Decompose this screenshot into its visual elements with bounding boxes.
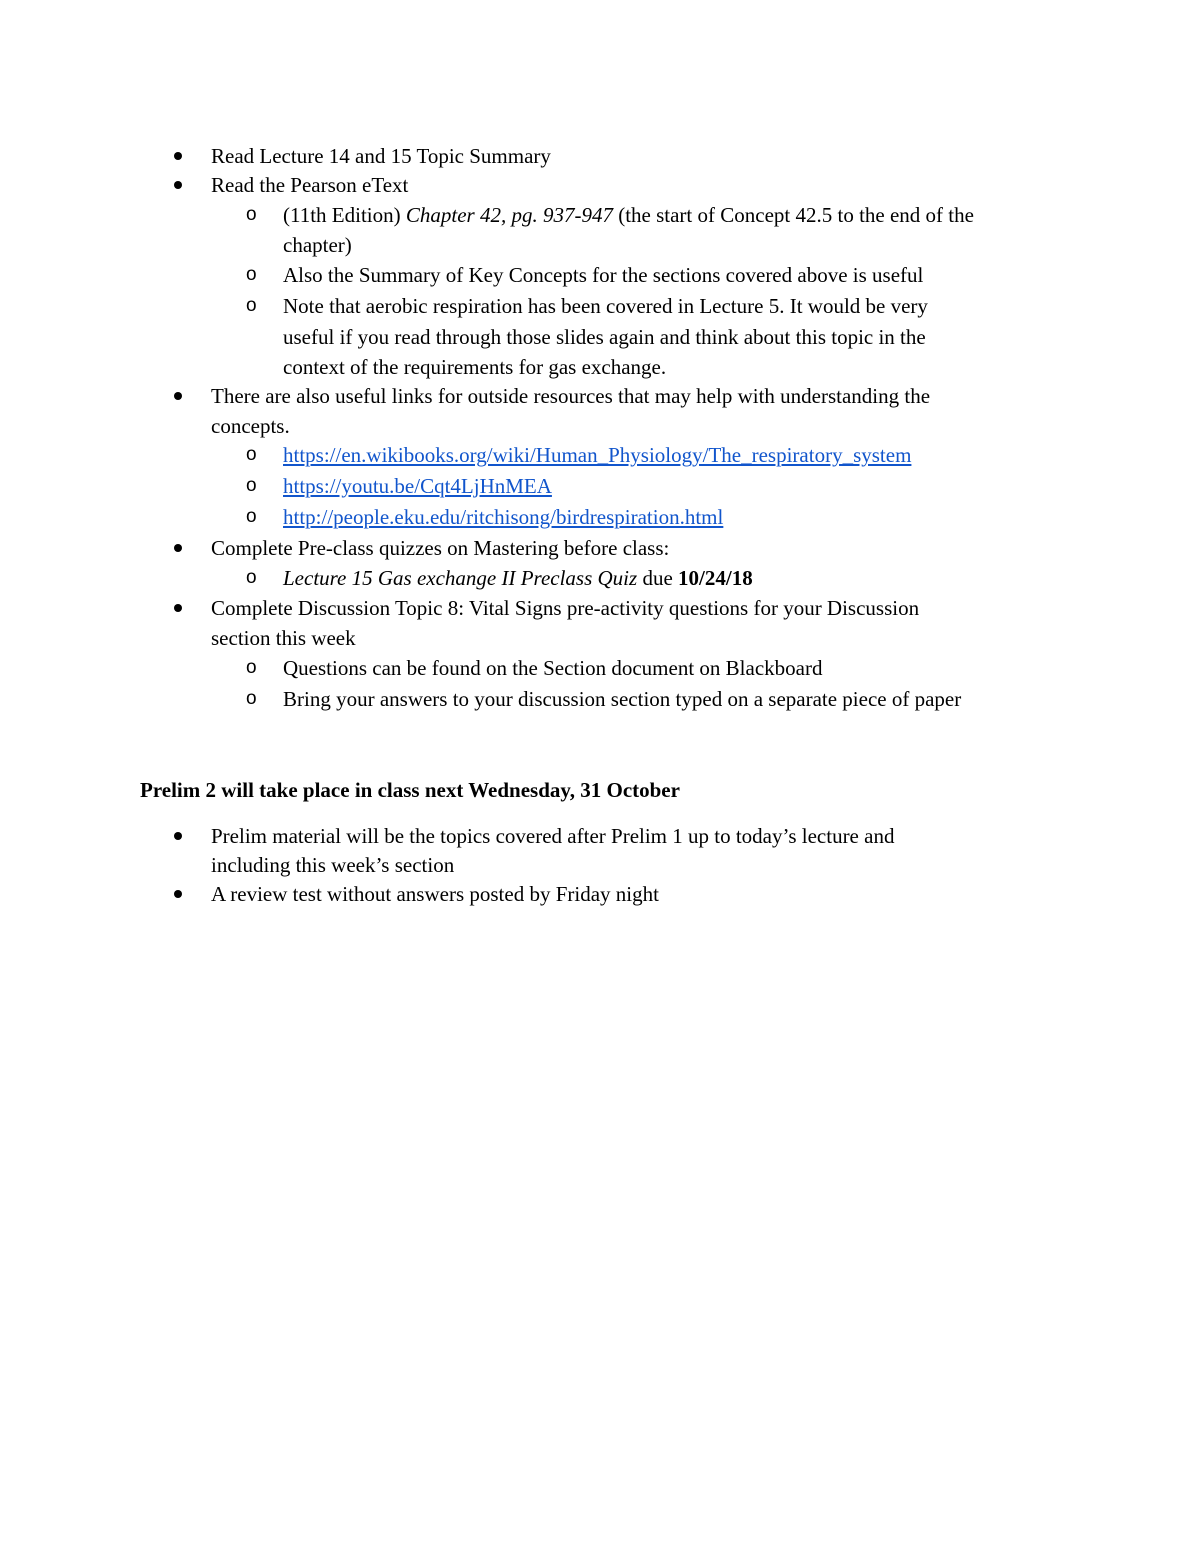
sub-item-chapter-cont: chapter) xyxy=(283,233,352,257)
sub-bullet-icon: o xyxy=(246,567,257,588)
sub-item-bring-answers: Bring your answers to your discussion section typed on a separate piece of paper xyxy=(283,687,962,711)
bullet-icon xyxy=(174,604,182,612)
due-date: 10/24/18 xyxy=(678,566,753,590)
sub-item-quiz-due xyxy=(283,563,753,593)
edition-text: (11th Edition) xyxy=(283,203,406,227)
list-item-review-test: A review test without answers posted by Friday night xyxy=(211,882,659,906)
chapter-reference: Chapter 42, pg. 937-947 xyxy=(405,203,613,227)
bullet-icon xyxy=(174,152,182,160)
sub-bullet-icon: o xyxy=(246,444,257,465)
list-item-read-lecture: Read Lecture 14 and 15 Topic Summary xyxy=(211,144,551,168)
sub-item-link-birdrespiration xyxy=(283,502,723,532)
chapter-range-text: (the start of Concept 42.5 to the end of the xyxy=(612,203,974,227)
sub-bullet-icon: o xyxy=(246,204,257,225)
sub-bullet-icon: o xyxy=(246,264,257,285)
wikibooks-link[interactable]: https://en.wikibooks.org/wiki/Human_Physiology/The_respiratory_system xyxy=(283,443,912,467)
bullet-icon xyxy=(174,890,182,898)
sub-bullet-icon: o xyxy=(246,295,257,316)
list-item-outside-resources-l1: There are also useful links for outside resources that may help with understanding the xyxy=(211,384,931,408)
bullet-icon xyxy=(174,832,182,840)
sub-bullet-icon: o xyxy=(246,688,257,709)
sub-item-aerobic-l2: useful if you read through those slides again and think about this topic in the xyxy=(283,325,926,349)
birdrespiration-link[interactable]: http://people.eku.edu/ritchisong/birdrespiration.html xyxy=(283,505,724,529)
sub-item-link-wikibooks xyxy=(283,440,911,470)
quiz-title: Lecture 15 Gas exchange II Preclass Quiz xyxy=(283,566,638,590)
sub-item-summary: Also the Summary of Key Concepts for the sections covered above is useful xyxy=(283,263,924,287)
list-item-preclass-quizzes: Complete Pre-class quizzes on Mastering before class: xyxy=(211,536,670,560)
due-text: due xyxy=(637,566,679,590)
youtube-link[interactable]: https://youtu.be/Cqt4LjHnMEA xyxy=(283,474,552,498)
bullet-icon xyxy=(174,181,182,189)
list-item-prelim-material-l1: Prelim material will be the topics covered after Prelim 1 up to today’s lecture and xyxy=(211,824,895,848)
prelim-heading: Prelim 2 will take place in class next Wednesday, 31 October xyxy=(140,778,680,802)
sub-item-chapter xyxy=(283,200,974,230)
list-item-outside-resources-l2: concepts. xyxy=(211,414,290,438)
sub-item-link-youtube xyxy=(283,471,552,501)
list-item-discussion-l1: Complete Discussion Topic 8: Vital Signs pre-activity questions for your Discussion xyxy=(211,596,920,620)
sub-bullet-icon: o xyxy=(246,657,257,678)
sub-bullet-icon: o xyxy=(246,506,257,527)
bullet-icon xyxy=(174,392,182,400)
list-item-read-etext: Read the Pearson eText xyxy=(211,173,409,197)
list-item-discussion-l2: section this week xyxy=(211,626,356,650)
sub-item-aerobic-l3: context of the requirements for gas exchange. xyxy=(283,355,667,379)
sub-item-aerobic-l1: Note that aerobic respiration has been covered in Lecture 5. It would be very xyxy=(283,294,928,318)
bullet-icon xyxy=(174,544,182,552)
list-item-prelim-material-l2: including this week’s section xyxy=(211,853,455,877)
sub-bullet-icon: o xyxy=(246,475,257,496)
sub-item-questions-blackboard: Questions can be found on the Section document on Blackboard xyxy=(283,656,823,680)
